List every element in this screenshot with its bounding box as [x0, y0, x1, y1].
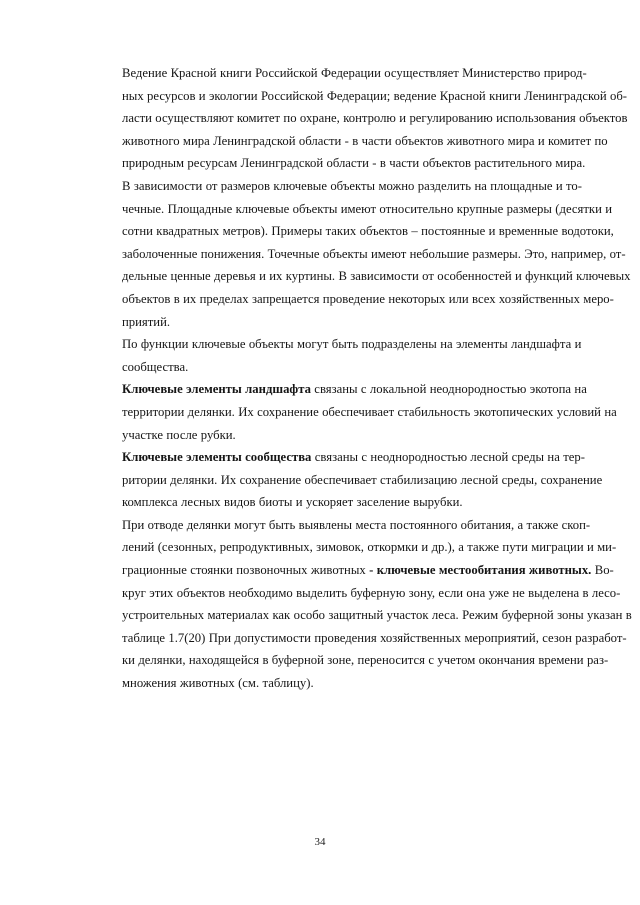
text-line: В зависимости от размеров ключевые объекты можно разделить на площадные и то-: [122, 178, 582, 193]
text-line: круг этих объектов необходимо выделить буферную зону, если она уже не выделена в лесо-: [122, 585, 621, 600]
text-segment: грационные стоянки позвоночных животных: [122, 563, 370, 578]
page-number: 34: [314, 836, 326, 848]
text-line: приятий.: [122, 314, 171, 329]
text-line: объектов в их пределах запрещается проведение некоторых или всех хозяйственных меро-: [122, 291, 614, 306]
paragraph-animal-habitats: [92, 514, 632, 695]
text-line: дельные ценные деревья и их куртины. В зависимости от особенностей и функций ключевых: [122, 269, 631, 284]
text-line: животного мира Ленинградской области - в части объектов животного мира и комитет по: [122, 133, 608, 148]
text-line: ных ресурсов и экологии Российской Федерации; ведение Красной книги Ленинградской об-: [122, 88, 628, 103]
text-line: [92, 559, 614, 582]
body-text: [92, 62, 632, 695]
text-line: лений (сезонных, репродуктивных, зимовок, откормки и др.), а также пути миграции и ми-: [122, 540, 617, 555]
bold-term: Ключевые элементы сообщества: [122, 450, 312, 465]
text-line: участке после рубки.: [122, 427, 236, 442]
paragraph-object-sizes: [92, 175, 631, 333]
text-line: чечные. Площадные ключевые объекты имеют относительно крупные размеры (десятки и: [122, 201, 613, 216]
paragraph-community-elements: [92, 446, 603, 514]
paragraph-functions: [92, 333, 580, 378]
text-segment: связаны с локальной неоднородностью экотопа на: [310, 382, 587, 397]
text-line: комплекса лесных видов биоты и ускоряет заселение вырубки.: [122, 495, 463, 510]
bold-term: Ключевые элементы ландшафта: [122, 382, 311, 397]
paragraph-red-book: [92, 62, 628, 175]
text-segment: Во-: [591, 563, 614, 578]
text-line: устроительных материалах как особо защитный участок леса. Режим буферной зоны указан в: [122, 608, 632, 623]
text-line: При отводе делянки могут быть выявлены места постоянного обитания, а также скоп-: [122, 517, 591, 532]
text-segment: связаны с неоднородностью лесной среды на тер-: [311, 450, 585, 465]
text-line: ласти осуществляют комитет по охране, контролю и регулированию использования объектов: [122, 111, 628, 126]
text-line: [92, 446, 585, 469]
text-line: ки делянки, находящейся в буферной зоне, переносится с учетом окончания времени раз-: [122, 653, 609, 668]
text-line: Ведение Красной книги Российской Федерации осуществляет Министерство природ-: [122, 66, 587, 80]
text-line: заболоченные понижения. Точечные объекты имеют небольшие размеры. Это, например, от-: [122, 246, 626, 261]
bold-term: - ключевые местообитания животных.: [369, 563, 592, 578]
paragraph-landscape-elements: [92, 378, 617, 446]
text-line: По функции ключевые объекты могут быть подразделены на элементы ландшафта и: [122, 337, 582, 352]
text-line: ритории делянки. Их сохранение обеспечивает стабилизацию лесной среды, сохранение: [122, 472, 603, 487]
text-line: таблице 1.7(20) При допустимости проведения хозяйственных мероприятий, сезон разработ-: [122, 630, 627, 645]
text-line: территории делянки. Их сохранение обеспечивает стабильность экотопических условий на: [122, 404, 617, 419]
text-line: множения животных (см. таблицу).: [122, 676, 314, 691]
text-line: сотни квадратных метров). Примеры таких объектов – постоянные и временные водотоки,: [122, 224, 614, 239]
text-line: [92, 378, 587, 401]
text-line: сообщества.: [122, 359, 189, 374]
text-line: природным ресурсам Ленинградской области - в части объектов растительного мира.: [122, 156, 586, 171]
